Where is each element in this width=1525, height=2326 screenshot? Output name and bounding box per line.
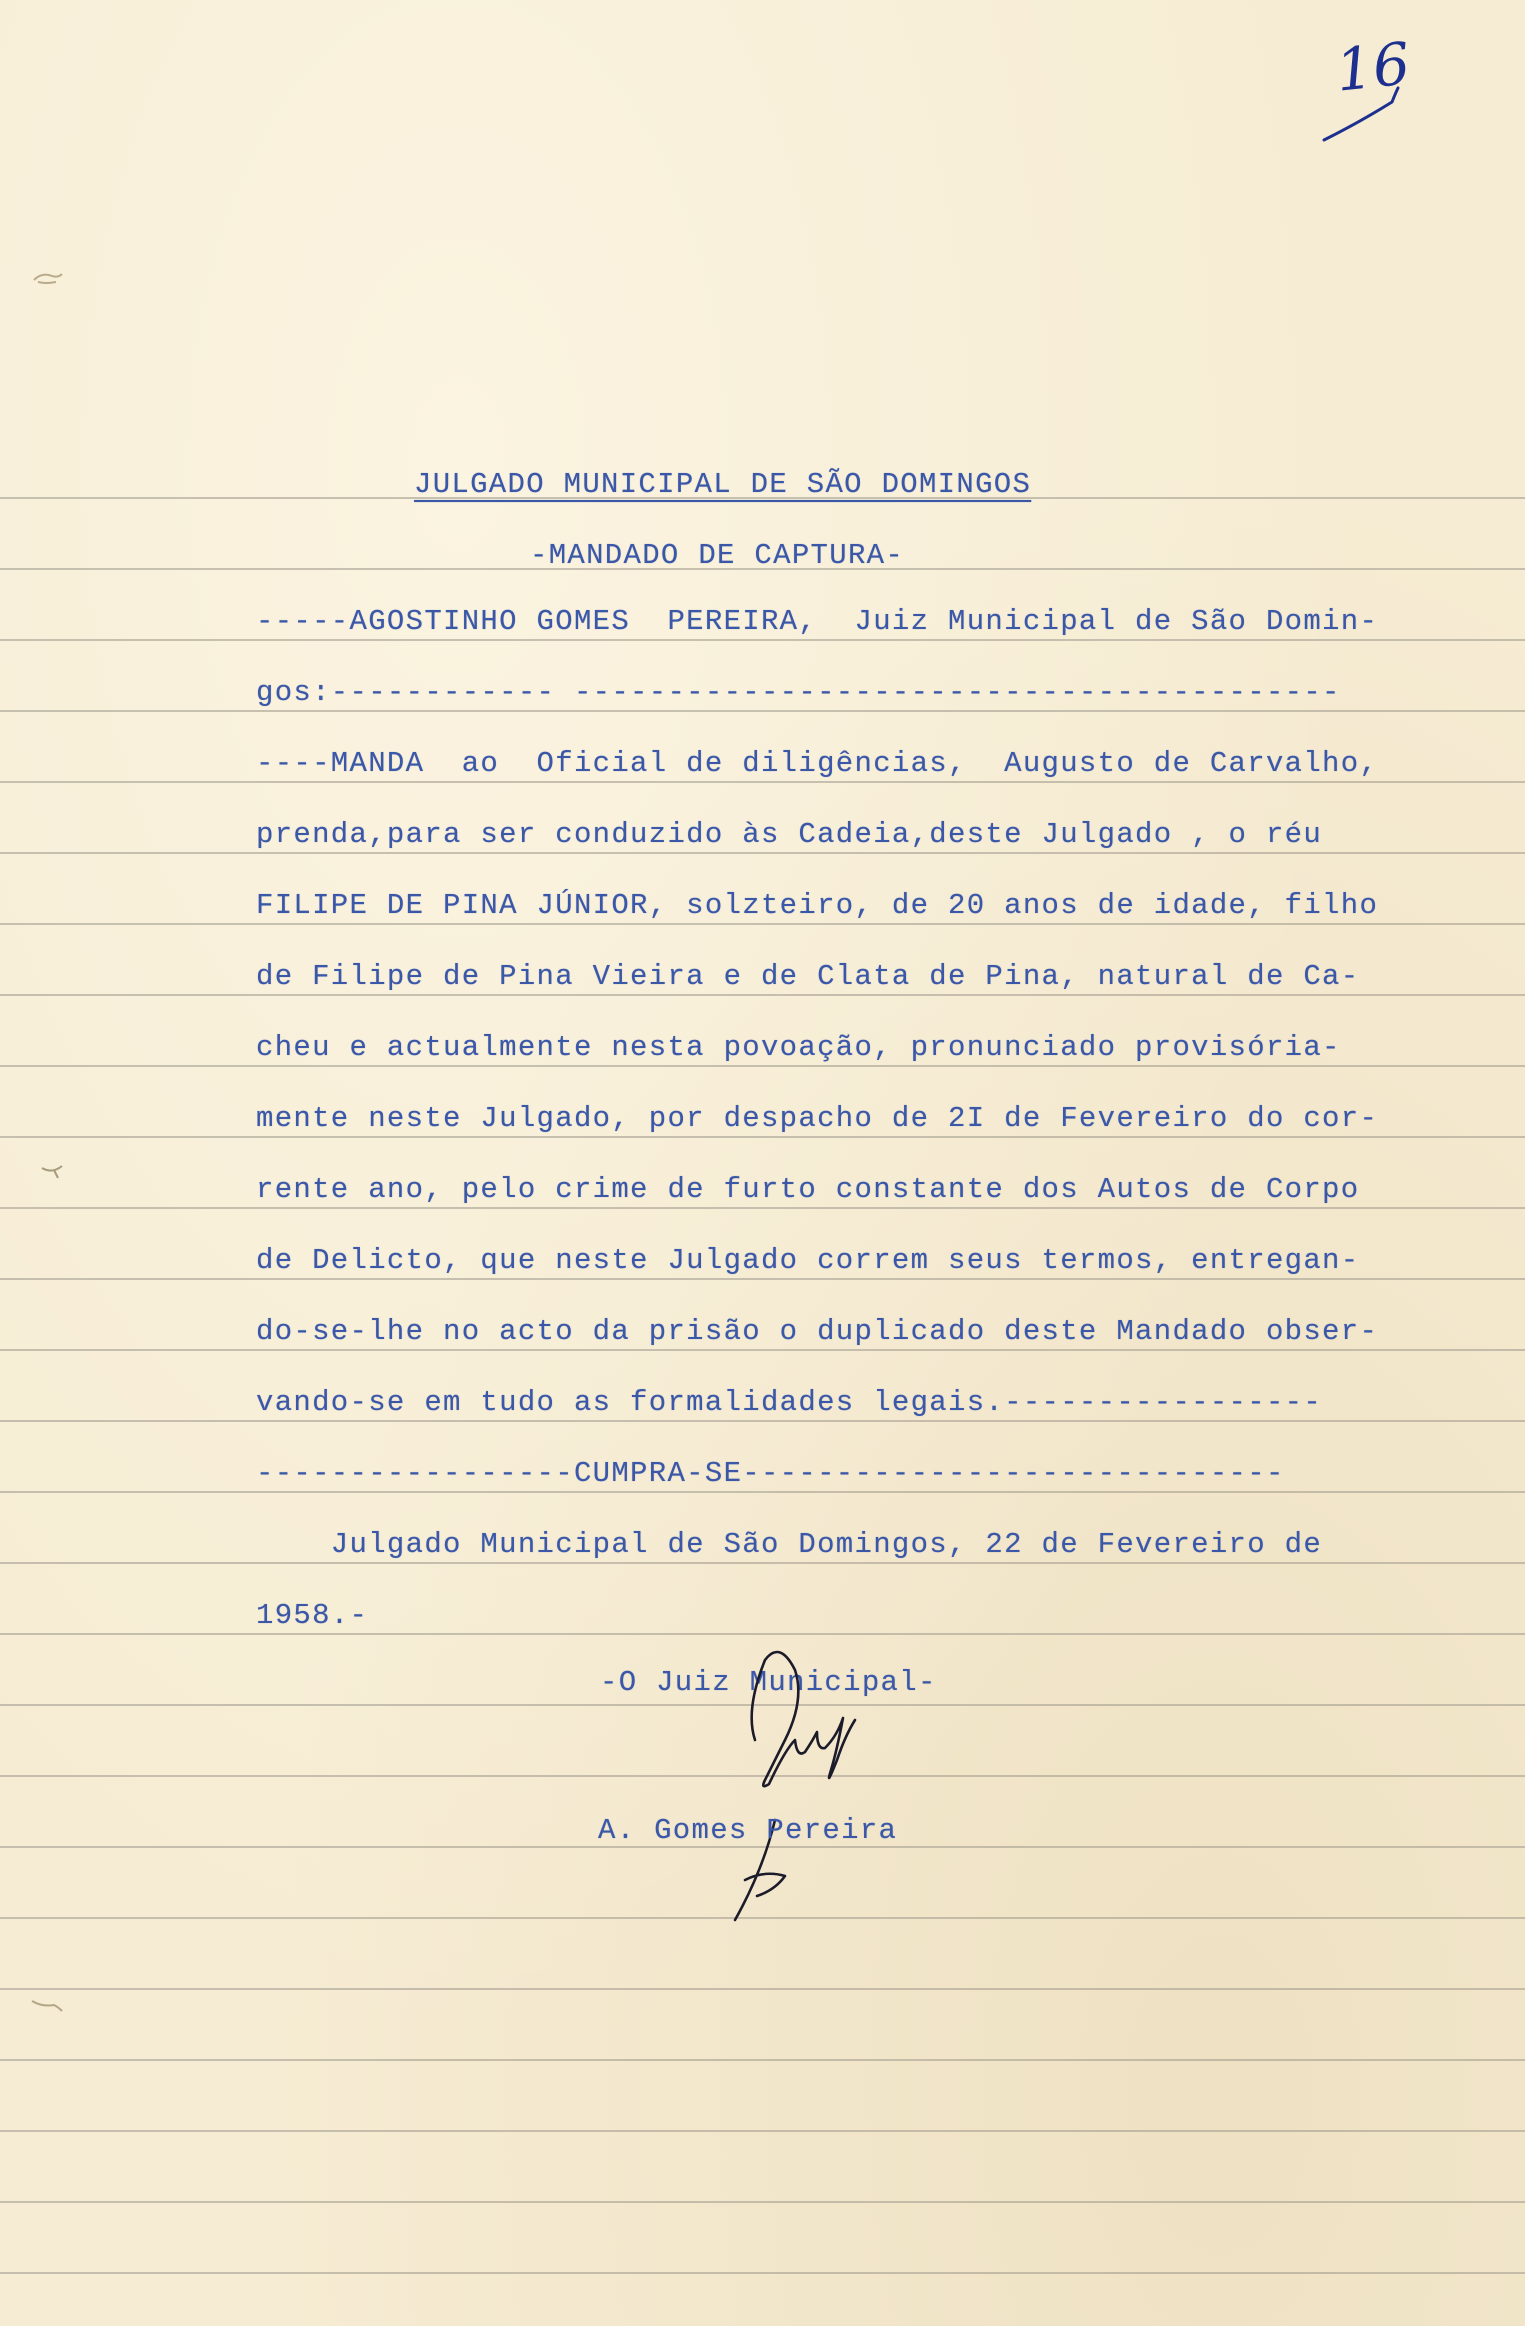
paper-mark <box>30 268 66 288</box>
body-line: FILIPE DE PINA JÚNIOR, solzteiro, de 20 anos de idade, filho <box>256 889 1379 922</box>
body-line: -----AGOSTINHO GOMES PEREIRA, Juiz Municipal de São Domin- <box>256 605 1379 638</box>
page-number: 16 <box>1332 29 1414 105</box>
body-line: rente ano, pelo crime de furto constante dos Autos de Corpo <box>256 1173 1360 1206</box>
body-line: ----MANDA ao Oficial de diligências, Augusto de Carvalho, <box>256 747 1379 780</box>
body-line: de Delicto, que neste Julgado correm seus termos, entregan- <box>256 1244 1360 1277</box>
body-line: prenda,para ser conduzido às Cadeia,deste Julgado , o réu <box>256 818 1323 851</box>
body-line: cheu e actualmente nesta povoação, pronunciado provisória- <box>256 1031 1341 1064</box>
signature-name: A. Gomes Pereira <box>598 1814 898 1847</box>
body-line: vando-se em tudo as formalidades legais.----------------- <box>256 1386 1323 1419</box>
paper-mark <box>28 1995 64 2015</box>
body-line: mente neste Julgado, por despacho de 2I de Fevereiro do cor- <box>256 1102 1379 1135</box>
date-line: Julgado Municipal de São Domingos, 22 de Fevereiro de <box>256 1528 1323 1561</box>
body-line: gos:------------ ----------------------------------------- <box>256 676 1341 709</box>
handwritten-signature <box>705 1640 895 1930</box>
page-number-underline <box>1320 29 1414 150</box>
document-heading: JULGADO MUNICIPAL DE SÃO DOMINGOS <box>414 468 1032 501</box>
body-line: de Filipe de Pina Vieira e de Clata de Pina, natural de Ca- <box>256 960 1360 993</box>
year-line: 1958.- <box>256 1599 369 1632</box>
cumpra-se-line: -----------------CUMPRA-SE----------------------------- <box>256 1457 1285 1490</box>
paper-mark <box>38 1160 74 1180</box>
body-line: do-se-lhe no acto da prisão o duplicado deste Mandado obser- <box>256 1315 1379 1348</box>
document-subheading: -MANDADO DE CAPTURA- <box>530 539 905 572</box>
signature-title: -O Juiz Municipal- <box>600 1666 937 1699</box>
